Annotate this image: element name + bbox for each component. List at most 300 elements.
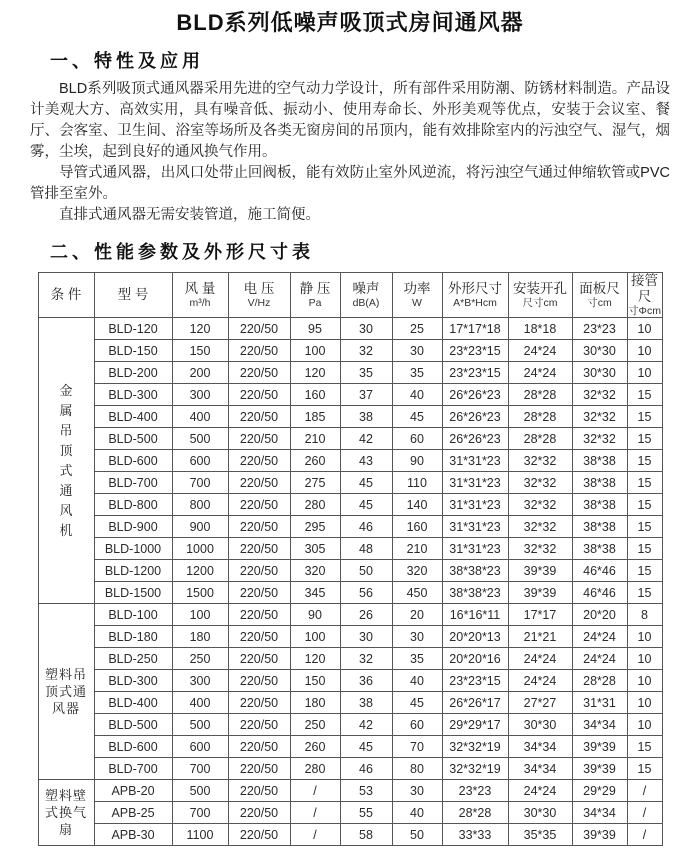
table-cell: 24*24	[572, 626, 627, 648]
column-header-label: 外形尺寸	[448, 281, 502, 296]
table-cell: 33*33	[442, 824, 508, 846]
table-cell: 31*31*23	[442, 538, 508, 560]
table-cell: 15	[627, 758, 662, 780]
table-cell: 260	[290, 736, 340, 758]
table-cell: 30	[392, 626, 442, 648]
table-cell: 58	[340, 824, 392, 846]
table-cell: 20	[392, 604, 442, 626]
table-cell: 220/50	[228, 802, 290, 824]
table-cell: 10	[627, 714, 662, 736]
table-cell: 10	[627, 362, 662, 384]
table-cell: 160	[290, 384, 340, 406]
table-cell: 55	[340, 802, 392, 824]
column-header-label: 功率	[403, 281, 431, 296]
table-row	[38, 428, 662, 450]
table-cell: 38*38	[572, 450, 627, 472]
table-cell: 220/50	[228, 736, 290, 758]
table-row	[38, 406, 662, 428]
column-header-unit: Pa	[308, 297, 322, 309]
table-cell: 140	[392, 494, 442, 516]
table-cell: 90	[290, 604, 340, 626]
model-cell: BLD-500	[94, 714, 172, 736]
table-cell: 26*26*23	[442, 406, 508, 428]
table-cell: 30*30	[508, 714, 572, 736]
table-cell: 38	[340, 406, 392, 428]
model-cell: BLD-100	[94, 604, 172, 626]
table-row	[38, 384, 662, 406]
table-cell: 32*32	[572, 428, 627, 450]
table-cell: 16*16*11	[442, 604, 508, 626]
table-cell: 23*23	[572, 318, 627, 340]
table-cell: /	[627, 780, 662, 802]
table-cell: 45	[340, 472, 392, 494]
table-cell: 30*30	[572, 362, 627, 384]
table-cell: 45	[340, 736, 392, 758]
column-header-unit: dB(A)	[352, 297, 380, 309]
model-cell: BLD-800	[94, 494, 172, 516]
table-cell: 280	[290, 758, 340, 780]
section2-heading: 二、性能参数及外形尺寸表	[50, 242, 314, 262]
table-row	[38, 560, 662, 582]
table-cell: 28*28	[442, 802, 508, 824]
table-row	[38, 472, 662, 494]
header-row	[38, 273, 662, 318]
table-cell: 80	[392, 758, 442, 780]
column-header-11	[627, 273, 662, 318]
table-cell: 28*28	[508, 384, 572, 406]
page-title: BLD系列低噪声吸顶式房间通风器	[176, 10, 524, 35]
table-cell: 25	[392, 318, 442, 340]
model-cell: APB-20	[94, 780, 172, 802]
table-cell: 220/50	[228, 516, 290, 538]
table-cell: 1000	[172, 538, 228, 560]
table-cell: 32	[340, 340, 392, 362]
table-cell: 500	[172, 714, 228, 736]
table-row	[38, 516, 662, 538]
model-cell: BLD-180	[94, 626, 172, 648]
table-cell: 32*32	[508, 516, 572, 538]
table-cell: 24*24	[508, 780, 572, 802]
table-cell: 95	[290, 318, 340, 340]
table-cell: 23*23	[442, 780, 508, 802]
table-cell: 30	[392, 340, 442, 362]
table-cell: 15	[627, 384, 662, 406]
table-cell: 120	[290, 648, 340, 670]
table-cell: 800	[172, 494, 228, 516]
table-cell: 20*20*16	[442, 648, 508, 670]
table-cell: 180	[290, 692, 340, 714]
column-header-unit: A*B*Hcm	[453, 297, 497, 309]
table-row	[38, 450, 662, 472]
table-cell: 220/50	[228, 450, 290, 472]
table-cell: 32*32	[508, 538, 572, 560]
column-header-unit: W	[412, 297, 422, 309]
table-cell: 15	[627, 494, 662, 516]
features-paragraph-1: BLD系列吸顶式通风器采用先进的空气动力学设计，所有部件采用防潮、防锈材料制造。产品设计美观大方、高效实用，具有噪音低、振动小、使用寿命长、外形美观等优点，安装于会议室、餐厅、会客室、卫生间、浴室等场所及各类无窗房间的吊顶内，能有效排除室内的污浊空气、湿气，烟雾，尘埃，起到良好的通风换气作用。	[30, 81, 670, 160]
table-cell: 26*26*17	[442, 692, 508, 714]
table-cell: 31*31*23	[442, 450, 508, 472]
table-cell: 250	[290, 714, 340, 736]
features-paragraph-2: 导管式通风器，出风口处带止回阀板，能有效防止室外风逆流，将污浊空气通过伸缩软管或PVC管排至室外。	[30, 165, 670, 202]
table-cell: 220/50	[228, 758, 290, 780]
table-cell: 280	[290, 494, 340, 516]
table-cell: 26*26*23	[442, 384, 508, 406]
table-cell: 29*29*17	[442, 714, 508, 736]
table-cell: 39*39	[508, 560, 572, 582]
column-header-5	[290, 273, 340, 318]
table-cell: 34*34	[572, 714, 627, 736]
model-cell: BLD-150	[94, 340, 172, 362]
table-cell: 38*38	[572, 494, 627, 516]
table-cell: 1500	[172, 582, 228, 604]
table-cell: 275	[290, 472, 340, 494]
table-cell: 10	[627, 626, 662, 648]
table-cell: 500	[172, 780, 228, 802]
model-cell: BLD-400	[94, 406, 172, 428]
table-cell: /	[627, 824, 662, 846]
table-cell: 28*28	[508, 428, 572, 450]
table-cell: 210	[392, 538, 442, 560]
table-cell: 39*39	[572, 824, 627, 846]
column-header-3	[172, 273, 228, 318]
table-row	[38, 494, 662, 516]
table-cell: 30*30	[572, 340, 627, 362]
column-header-label: 型 号	[117, 287, 149, 302]
table-cell: 38	[340, 692, 392, 714]
table-cell: 100	[172, 604, 228, 626]
table-cell: 70	[392, 736, 442, 758]
table-cell: 10	[627, 648, 662, 670]
table-cell: 250	[172, 648, 228, 670]
table-cell: 110	[392, 472, 442, 494]
table-row	[38, 802, 662, 824]
table-cell: 36	[340, 670, 392, 692]
table-cell: 100	[290, 340, 340, 362]
table-cell: 34*34	[572, 802, 627, 824]
table-cell: 220/50	[228, 780, 290, 802]
table-cell: 300	[172, 670, 228, 692]
table-row	[38, 626, 662, 648]
table-cell: 220/50	[228, 472, 290, 494]
table-cell: 39*39	[572, 758, 627, 780]
table-cell: 46*46	[572, 582, 627, 604]
table-cell: 15	[627, 428, 662, 450]
table-cell: 220/50	[228, 538, 290, 560]
table-cell: 450	[392, 582, 442, 604]
table-row	[38, 604, 662, 626]
table-cell: 185	[290, 406, 340, 428]
column-header-label: 安装开孔	[513, 281, 567, 296]
table-cell: 21*21	[508, 626, 572, 648]
column-header-4	[228, 273, 290, 318]
model-cell: BLD-600	[94, 736, 172, 758]
section1-body	[30, 79, 670, 226]
model-cell: BLD-700	[94, 758, 172, 780]
spec-table-body	[38, 318, 662, 846]
table-cell: 150	[172, 340, 228, 362]
table-cell: 120	[172, 318, 228, 340]
table-cell: 210	[290, 428, 340, 450]
table-cell: 400	[172, 692, 228, 714]
table-cell: 320	[290, 560, 340, 582]
table-cell: 32*32	[572, 384, 627, 406]
table-cell: 23*23*15	[442, 340, 508, 362]
table-cell: 48	[340, 538, 392, 560]
model-cell: BLD-900	[94, 516, 172, 538]
column-header-8	[442, 273, 508, 318]
table-cell: 35	[340, 362, 392, 384]
table-cell: 38*38*23	[442, 560, 508, 582]
column-header-label: 接管尺	[631, 273, 658, 304]
table-cell: 34*34	[508, 736, 572, 758]
table-cell: 53	[340, 780, 392, 802]
model-cell: BLD-700	[94, 472, 172, 494]
table-cell: 32*32	[572, 406, 627, 428]
table-cell: 10	[627, 692, 662, 714]
column-header-9	[508, 273, 572, 318]
table-cell: 295	[290, 516, 340, 538]
table-cell: 220/50	[228, 340, 290, 362]
table-cell: 8	[627, 604, 662, 626]
table-cell: 220/50	[228, 384, 290, 406]
table-cell: 31*31*23	[442, 472, 508, 494]
table-cell: 32*32*19	[442, 758, 508, 780]
category-cell	[38, 780, 94, 846]
table-cell: 35	[392, 648, 442, 670]
table-cell: 35*35	[508, 824, 572, 846]
table-row	[38, 648, 662, 670]
table-cell: 45	[392, 692, 442, 714]
table-cell: 45	[340, 494, 392, 516]
table-cell: 40	[392, 384, 442, 406]
table-cell: 150	[290, 670, 340, 692]
category-label: 塑料壁式换气扇	[45, 788, 88, 837]
table-cell: 700	[172, 758, 228, 780]
table-cell: 220/50	[228, 670, 290, 692]
table-cell: 40	[392, 802, 442, 824]
table-row	[38, 538, 662, 560]
table-cell: 17*17	[508, 604, 572, 626]
table-cell: 1100	[172, 824, 228, 846]
table-cell: 30*30	[508, 802, 572, 824]
column-header-label: 噪声	[352, 281, 380, 296]
column-header-unit: 尺寸cm	[522, 297, 558, 309]
table-row	[38, 824, 662, 846]
table-cell: 60	[392, 714, 442, 736]
table-cell: 38*38	[572, 538, 627, 560]
category-label: 金属吊顶式通风机	[59, 382, 73, 538]
table-cell: 220/50	[228, 362, 290, 384]
table-cell: 90	[392, 450, 442, 472]
table-cell: 220/50	[228, 494, 290, 516]
spec-table-header	[38, 273, 662, 318]
table-cell: 220/50	[228, 406, 290, 428]
table-cell: 30	[340, 318, 392, 340]
table-cell: 42	[340, 714, 392, 736]
table-cell: 28*28	[572, 670, 627, 692]
table-cell: 26	[340, 604, 392, 626]
table-cell: 39*39	[572, 736, 627, 758]
table-cell: 20*20	[572, 604, 627, 626]
table-row	[38, 582, 662, 604]
column-header-label: 面板尺	[579, 281, 620, 296]
table-cell: 46	[340, 758, 392, 780]
table-cell: 32*32*19	[442, 736, 508, 758]
table-cell: 700	[172, 472, 228, 494]
table-cell: 35	[392, 362, 442, 384]
table-cell: 220/50	[228, 714, 290, 736]
model-cell: BLD-400	[94, 692, 172, 714]
table-cell: 28*28	[508, 406, 572, 428]
table-cell: 26*26*23	[442, 428, 508, 450]
table-cell: 220/50	[228, 428, 290, 450]
table-cell: 100	[290, 626, 340, 648]
table-cell: 180	[172, 626, 228, 648]
table-cell: 40	[392, 670, 442, 692]
table-cell: 300	[172, 384, 228, 406]
table-row	[38, 670, 662, 692]
column-header-2	[94, 273, 172, 318]
column-header-unit: m³/h	[189, 297, 211, 309]
table-cell: 60	[392, 428, 442, 450]
column-header-1	[38, 273, 94, 318]
table-cell: 305	[290, 538, 340, 560]
table-cell: 29*29	[572, 780, 627, 802]
table-cell: 600	[172, 736, 228, 758]
table-cell: 32	[340, 648, 392, 670]
table-cell: 30	[392, 780, 442, 802]
table-cell: 32*32	[508, 494, 572, 516]
table-cell: 38*38*23	[442, 582, 508, 604]
category-cell	[38, 318, 94, 604]
table-cell: 220/50	[228, 824, 290, 846]
model-cell: BLD-120	[94, 318, 172, 340]
table-cell: 24*24	[508, 340, 572, 362]
table-cell: /	[290, 802, 340, 824]
table-cell: 50	[340, 560, 392, 582]
table-cell: 220/50	[228, 692, 290, 714]
table-cell: /	[290, 780, 340, 802]
table-cell: 120	[290, 362, 340, 384]
table-cell: 220/50	[228, 604, 290, 626]
table-row	[38, 758, 662, 780]
table-cell: 1200	[172, 560, 228, 582]
column-header-10	[572, 273, 627, 318]
table-cell: 15	[627, 538, 662, 560]
table-cell: 42	[340, 428, 392, 450]
table-cell: 900	[172, 516, 228, 538]
column-header-label: 条 件	[50, 287, 82, 302]
table-cell: 15	[627, 472, 662, 494]
column-header-label: 静 压	[299, 281, 331, 296]
table-cell: 30	[340, 626, 392, 648]
table-row	[38, 714, 662, 736]
table-cell: 38*38	[572, 472, 627, 494]
table-cell: 32*32	[508, 450, 572, 472]
table-cell: 46*46	[572, 560, 627, 582]
table-cell: 15	[627, 406, 662, 428]
column-header-unit: V/Hz	[247, 297, 271, 309]
table-row	[38, 780, 662, 802]
table-cell: 56	[340, 582, 392, 604]
table-cell: 31*31*23	[442, 516, 508, 538]
table-cell: 260	[290, 450, 340, 472]
table-cell: 24*24	[508, 362, 572, 384]
table-cell: 38*38	[572, 516, 627, 538]
model-cell: BLD-300	[94, 384, 172, 406]
table-cell: 400	[172, 406, 228, 428]
table-cell: 23*23*15	[442, 670, 508, 692]
spec-table	[38, 272, 663, 846]
table-cell: /	[627, 802, 662, 824]
table-cell: 24*24	[508, 670, 572, 692]
table-cell: 15	[627, 736, 662, 758]
table-row	[38, 340, 662, 362]
table-cell: 15	[627, 560, 662, 582]
model-cell: BLD-300	[94, 670, 172, 692]
table-cell: 43	[340, 450, 392, 472]
table-cell: 24*24	[508, 648, 572, 670]
table-cell: 10	[627, 340, 662, 362]
column-header-unit: 寸Φcm	[628, 305, 661, 317]
model-cell: APB-25	[94, 802, 172, 824]
column-header-7	[392, 273, 442, 318]
table-cell: 17*17*18	[442, 318, 508, 340]
table-cell: 32*32	[508, 472, 572, 494]
table-cell: 39*39	[508, 582, 572, 604]
table-cell: 23*23*15	[442, 362, 508, 384]
table-row	[38, 362, 662, 384]
table-cell: 24*24	[572, 648, 627, 670]
column-header-label: 电 压	[243, 281, 275, 296]
table-cell: 220/50	[228, 318, 290, 340]
column-header-unit: 寸cm	[587, 297, 612, 309]
model-cell: BLD-1500	[94, 582, 172, 604]
model-cell: BLD-1200	[94, 560, 172, 582]
table-cell: 15	[627, 582, 662, 604]
table-cell: 45	[392, 406, 442, 428]
table-cell: 10	[627, 318, 662, 340]
table-cell: 200	[172, 362, 228, 384]
section1-heading: 一、特性及应用	[50, 51, 204, 71]
category-cell	[38, 604, 94, 780]
table-cell: 345	[290, 582, 340, 604]
model-cell: BLD-1000	[94, 538, 172, 560]
table-cell: 500	[172, 428, 228, 450]
model-cell: BLD-500	[94, 428, 172, 450]
column-header-6	[340, 273, 392, 318]
table-cell: 220/50	[228, 626, 290, 648]
table-cell: 34*34	[508, 758, 572, 780]
table-cell: 20*20*13	[442, 626, 508, 648]
features-paragraph-3: 直排式通风器无需安装管道，施工简便。	[59, 207, 320, 223]
category-label: 塑料吊顶式通风器	[45, 667, 88, 716]
table-cell: 50	[392, 824, 442, 846]
table-cell: 15	[627, 516, 662, 538]
model-cell: APB-30	[94, 824, 172, 846]
model-cell: BLD-200	[94, 362, 172, 384]
table-cell: 700	[172, 802, 228, 824]
model-cell: BLD-600	[94, 450, 172, 472]
table-cell: 10	[627, 670, 662, 692]
table-cell: 15	[627, 450, 662, 472]
table-row	[38, 736, 662, 758]
table-cell: 31*31*23	[442, 494, 508, 516]
table-cell: /	[290, 824, 340, 846]
table-cell: 320	[392, 560, 442, 582]
table-cell: 220/50	[228, 560, 290, 582]
table-cell: 600	[172, 450, 228, 472]
